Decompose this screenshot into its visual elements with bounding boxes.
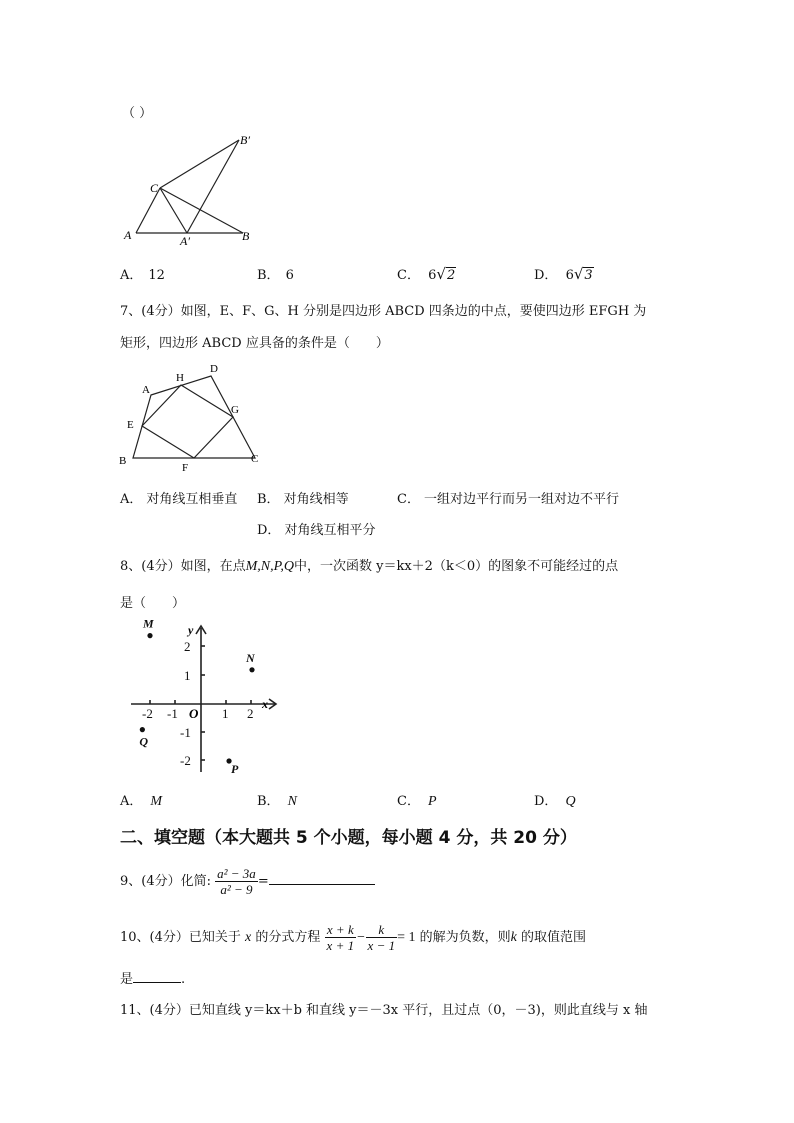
q8-option-b[interactable]: B． N — [257, 794, 297, 809]
q8-ytick-neg1: -1 — [180, 725, 191, 740]
q8-ytick-neg2: -2 — [180, 753, 191, 768]
q8-option-c[interactable]: C． P — [397, 794, 437, 809]
section-heading: 二、填空题（本大题共 5 个小题，每小题 4 分，共 20 分） — [120, 828, 577, 848]
q7-option-a[interactable]: A． 对角线互相垂直 — [120, 492, 238, 507]
q8-point-label-n: N — [246, 650, 255, 665]
q11-line: 11、(4分）已知直线 y＝kx＋b 和直线 y＝－3x 平行，且过点（0，－3)，则此直线与 x 轴 — [120, 1003, 648, 1018]
q8-point-label-p: P — [231, 762, 239, 776]
q6-label-aprime: A′ — [180, 234, 190, 248]
q6-figure — [110, 130, 270, 250]
sqrt-expression: 6√2 — [428, 265, 456, 283]
q7-label-c: C — [251, 453, 259, 465]
q8-point-n — [249, 667, 254, 672]
q8-xtick-2: 2 — [247, 706, 254, 721]
q10-line2: 是 . — [120, 972, 186, 987]
q8-xtick-1: 1 — [222, 706, 229, 721]
q10-line1: 10、(4分）已知关于 x 的分式方程 $\frac{x + k}{x + 1}$ − $\frac{k}{x - 1}$ = 1 的解为负数，则k 的取值范围 — [120, 922, 587, 953]
q8-option-a[interactable]: A． M — [120, 794, 163, 809]
q10-fraction-1: $\frac{x + k}{x + 1}$ — [326, 922, 355, 953]
q8-xtick-neg1: -1 — [167, 706, 178, 721]
q7-option-c[interactable]: C． 一组对边平行而另一组对边不平行 — [397, 492, 619, 507]
q6-option-d[interactable]: D． 6√3 — [534, 265, 593, 283]
q9-answer-blank[interactable] — [269, 884, 375, 885]
q6-label-bprime: B′ — [240, 133, 250, 147]
q6-option-a[interactable]: A． 12 — [120, 268, 165, 283]
q7-label-h: H — [176, 372, 184, 384]
q8-ytick-2: 2 — [184, 639, 191, 654]
q8-stem-line2: 是（ ） — [120, 596, 186, 611]
sqrt-expression: 6√3 — [565, 265, 593, 283]
q9-fraction: $\frac{\text{a² − 3a}}{\text{a² − 9}}$ — [217, 866, 256, 897]
q10-fraction-2: $\frac{k}{x - 1}$ — [367, 922, 396, 953]
q7-label-f: F — [182, 462, 189, 474]
q8-point-label-q: Q — [139, 734, 149, 749]
q6-label-a: A — [124, 228, 132, 242]
q8-stem-line1: 8、(4分）如图，在点M,N,P,Q中，一次函数 y＝kx＋2（k＜0）的图象不可能经过的点 — [120, 559, 619, 574]
q9-line: 9、(4分）化简: $\frac{\text{a² − 3a}}{\text{a² − 9}}$ = — [120, 866, 375, 897]
q10-answer-blank[interactable] — [133, 982, 181, 983]
q8-point-q — [140, 727, 145, 732]
q8-label-y: y — [188, 623, 194, 637]
q7-label-a: A — [142, 384, 150, 396]
q8-label-origin: O — [189, 706, 199, 721]
q8-point-m — [147, 633, 152, 638]
q8-option-d[interactable]: D． Q — [534, 794, 576, 809]
q8-ytick-1: 1 — [184, 668, 191, 683]
q7-stem-line1: 7、(4分）如图，E、F、G、H 分别是四边形 ABCD 四条边的中点，要使四边形 EFGH 为 — [120, 304, 647, 319]
q8-xtick-neg2: -2 — [142, 706, 153, 721]
q7-label-d: D — [210, 363, 218, 375]
q8-figure — [125, 618, 285, 776]
q8-label-x: x — [262, 697, 268, 711]
q6-label-c: C — [150, 181, 159, 195]
q6-option-b[interactable]: B． 6 — [257, 268, 294, 283]
q7-option-d[interactable]: D． 对角线互相平分 — [257, 523, 376, 538]
q6-option-c[interactable]: C． 6√2 — [397, 265, 456, 283]
q6-paren: （ ） — [122, 106, 153, 121]
q7-figure — [115, 358, 275, 476]
q8-point-label-m: M — [143, 618, 154, 631]
q7-label-e: E — [127, 419, 134, 431]
q7-stem-line2: 矩形，四边形 ABCD 应具备的条件是（ ） — [120, 336, 389, 351]
q7-option-b[interactable]: B． 对角线相等 — [257, 492, 349, 507]
q7-label-g: G — [231, 404, 239, 416]
q6-label-b: B — [242, 229, 250, 243]
q7-label-b: B — [119, 455, 127, 467]
